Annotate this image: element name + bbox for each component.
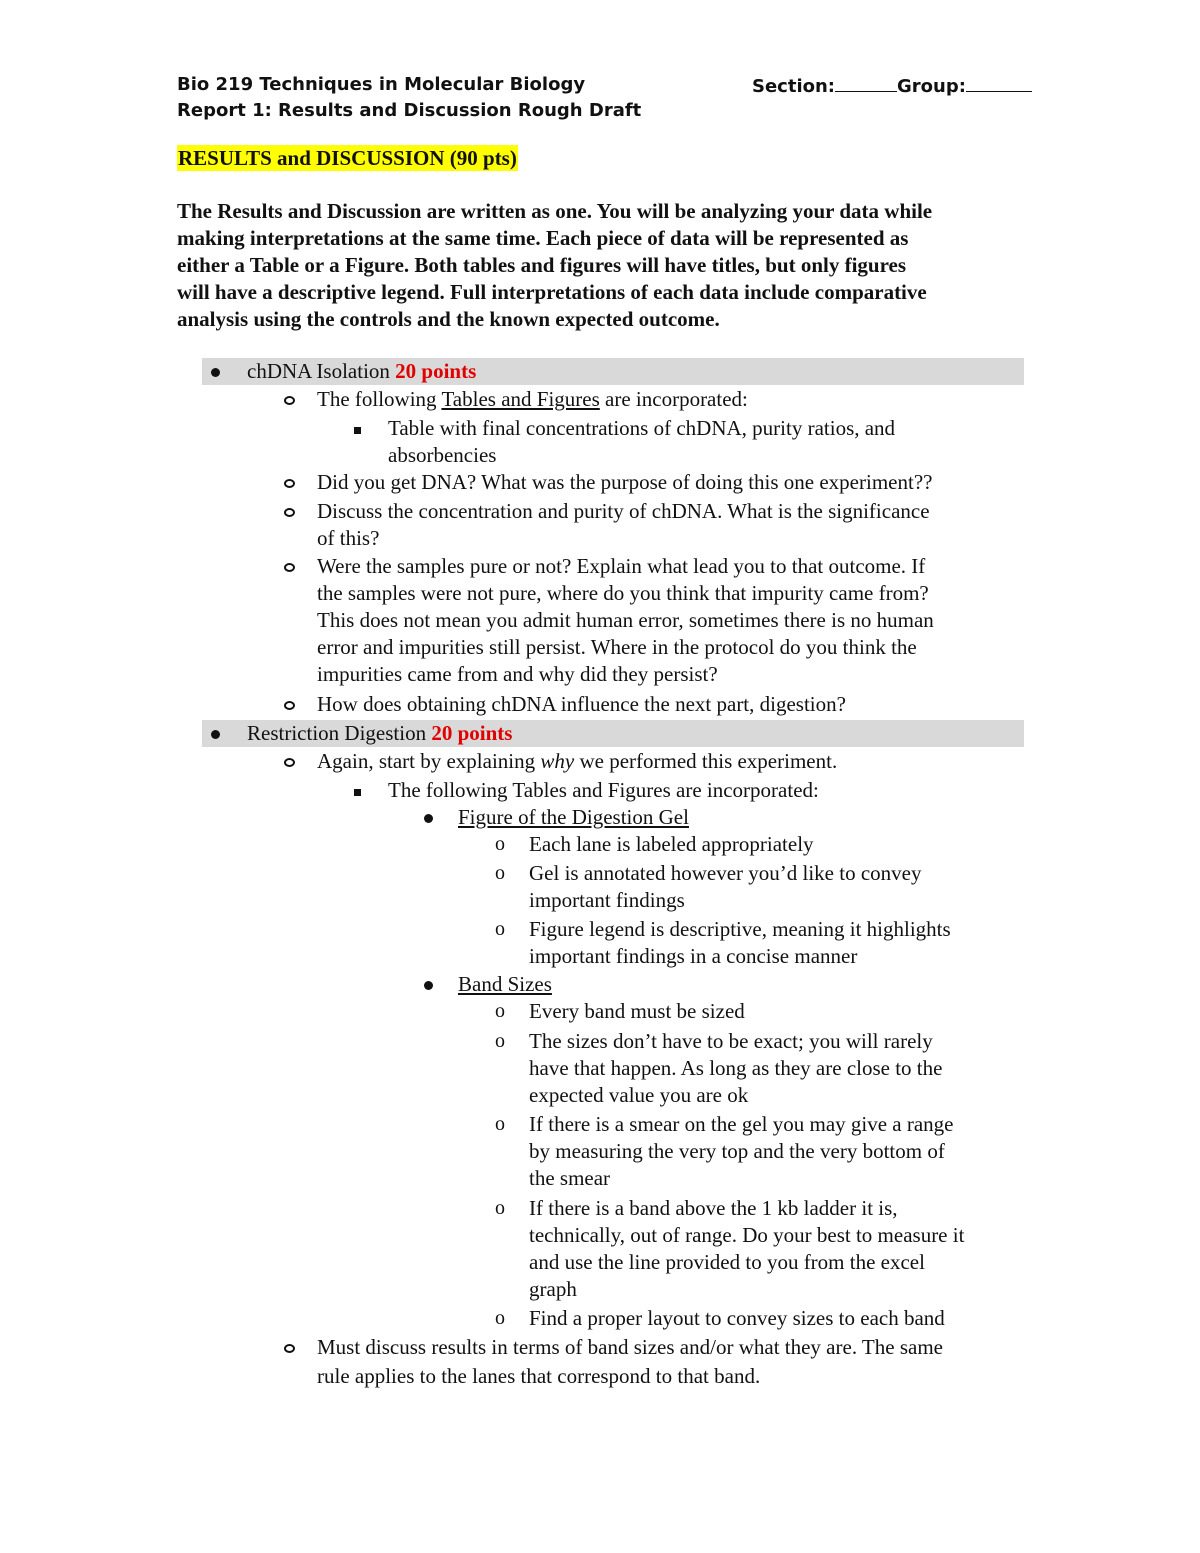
bullet-dot-icon bbox=[424, 804, 433, 831]
section-group-line bbox=[752, 74, 1032, 97]
bullet-o-icon: o bbox=[495, 1030, 505, 1052]
band-item: Find a proper layout to convey sizes to each band bbox=[529, 1306, 945, 1330]
bullet-ring-icon bbox=[284, 498, 295, 525]
chdna-title: chDNA Isolation bbox=[247, 359, 390, 383]
intro-paragraph bbox=[177, 198, 1037, 333]
chdna-question-2: Discuss the concentration and purity of chDNA. What is the significance of this? bbox=[317, 499, 930, 550]
section-label: Section: bbox=[752, 76, 835, 97]
bullet-o-icon: o bbox=[495, 1197, 505, 1219]
bullet-ring-icon bbox=[284, 1334, 295, 1361]
bullet-dot-icon bbox=[211, 358, 220, 385]
band-item: Every band must be sized bbox=[529, 999, 745, 1023]
bullet-ring-icon bbox=[284, 469, 295, 496]
bullet-square-icon bbox=[354, 777, 361, 804]
bullet-o-icon: o bbox=[495, 862, 505, 884]
figure-gel-title: Figure of the Digestion Gel bbox=[458, 805, 689, 829]
intro-line: making interpretations at the same time. Each piece of data will be represented as bbox=[177, 226, 909, 250]
intro-line: either a Table or a Figure. Both tables and figures will have titles, but only figures bbox=[177, 253, 907, 277]
band-item: If there is a band above the 1 kb ladder it is, technically, out of range. Do your best to measure it and use the line provided to you from the excel graph bbox=[529, 1196, 965, 1301]
intro-line: will have a descriptive legend. Full interpretations of each data include comparative bbox=[177, 280, 927, 304]
bullet-ring-icon bbox=[284, 748, 295, 775]
chdna-incorporated: The following Tables and Figures are incorporated: bbox=[317, 387, 748, 411]
section-blank bbox=[835, 74, 897, 92]
report-title: Report 1: Results and Discussion Rough Draft bbox=[177, 100, 642, 121]
bullet-ring-icon bbox=[284, 691, 295, 718]
chdna-table-item: Table with final concentrations of chDNA, purity ratios, and absorbencies bbox=[388, 416, 896, 467]
bullet-o-icon: o bbox=[495, 1000, 505, 1022]
chdna-points: 20 points bbox=[395, 359, 477, 383]
course-title: Bio 219 Techniques in Molecular Biology bbox=[177, 74, 586, 95]
intro-line: analysis using the controls and the known expected outcome. bbox=[177, 307, 720, 331]
bullet-o-icon: o bbox=[495, 833, 505, 855]
figure-item: Figure legend is descriptive, meaning it highlights important findings in a concise manner bbox=[529, 917, 951, 968]
bullet-ring-icon bbox=[284, 553, 295, 580]
chdna-question-3: Were the samples pure or not? Explain what lead you to that outcome. If the samples were not pure, where do you think that impurity came from? This does not mean you admit human error, sometimes there is no human error and impurities still persist. Where in the protocol do you think the impurities came from and why did they persist? bbox=[317, 554, 934, 686]
figure-item: Each lane is labeled appropriately bbox=[529, 832, 814, 856]
band-sizes-title: Band Sizes bbox=[458, 972, 552, 996]
chdna-question-4: How does obtaining chDNA influence the next part, digestion? bbox=[317, 692, 846, 716]
digestion-again: Again, start by explaining why we performed this experiment. bbox=[317, 749, 838, 773]
bullet-square-icon bbox=[354, 415, 361, 442]
tables-figures-link-text: Tables and Figures bbox=[441, 387, 600, 411]
digestion-title: Restriction Digestion bbox=[247, 721, 427, 745]
bullet-dot-icon bbox=[424, 971, 433, 998]
band-item: The sizes don’t have to be exact; you will rarely have that happen. As long as they are close to the expected value you are ok bbox=[529, 1029, 943, 1107]
digestion-must-discuss: Must discuss results in terms of band sizes and/or what they are. The same rule applies to the lanes that correspond to that band. bbox=[317, 1335, 943, 1388]
chdna-heading bbox=[247, 358, 476, 385]
digestion-incorporated: The following Tables and Figures are incorporated: bbox=[388, 778, 819, 802]
chdna-question-1: Did you get DNA? What was the purpose of doing this one experiment?? bbox=[317, 470, 933, 494]
bullet-ring-icon bbox=[284, 386, 295, 413]
digestion-heading bbox=[247, 720, 512, 747]
band-item: If there is a smear on the gel you may give a range by measuring the very top and the very bottom of the smear bbox=[529, 1112, 954, 1190]
bullet-dot-icon bbox=[211, 720, 220, 747]
bullet-o-icon: o bbox=[495, 1307, 505, 1329]
bullet-o-icon: o bbox=[495, 918, 505, 940]
digestion-points: 20 points bbox=[431, 721, 513, 745]
group-blank bbox=[966, 74, 1032, 92]
group-label: Group: bbox=[897, 76, 966, 97]
section-title: RESULTS and DISCUSSION (90 pts) bbox=[178, 146, 517, 170]
intro-line: The Results and Discussion are written as one. You will be analyzing your data while bbox=[177, 199, 933, 223]
bullet-o-icon: o bbox=[495, 1113, 505, 1135]
figure-item: Gel is annotated however you’d like to convey important findings bbox=[529, 861, 922, 912]
